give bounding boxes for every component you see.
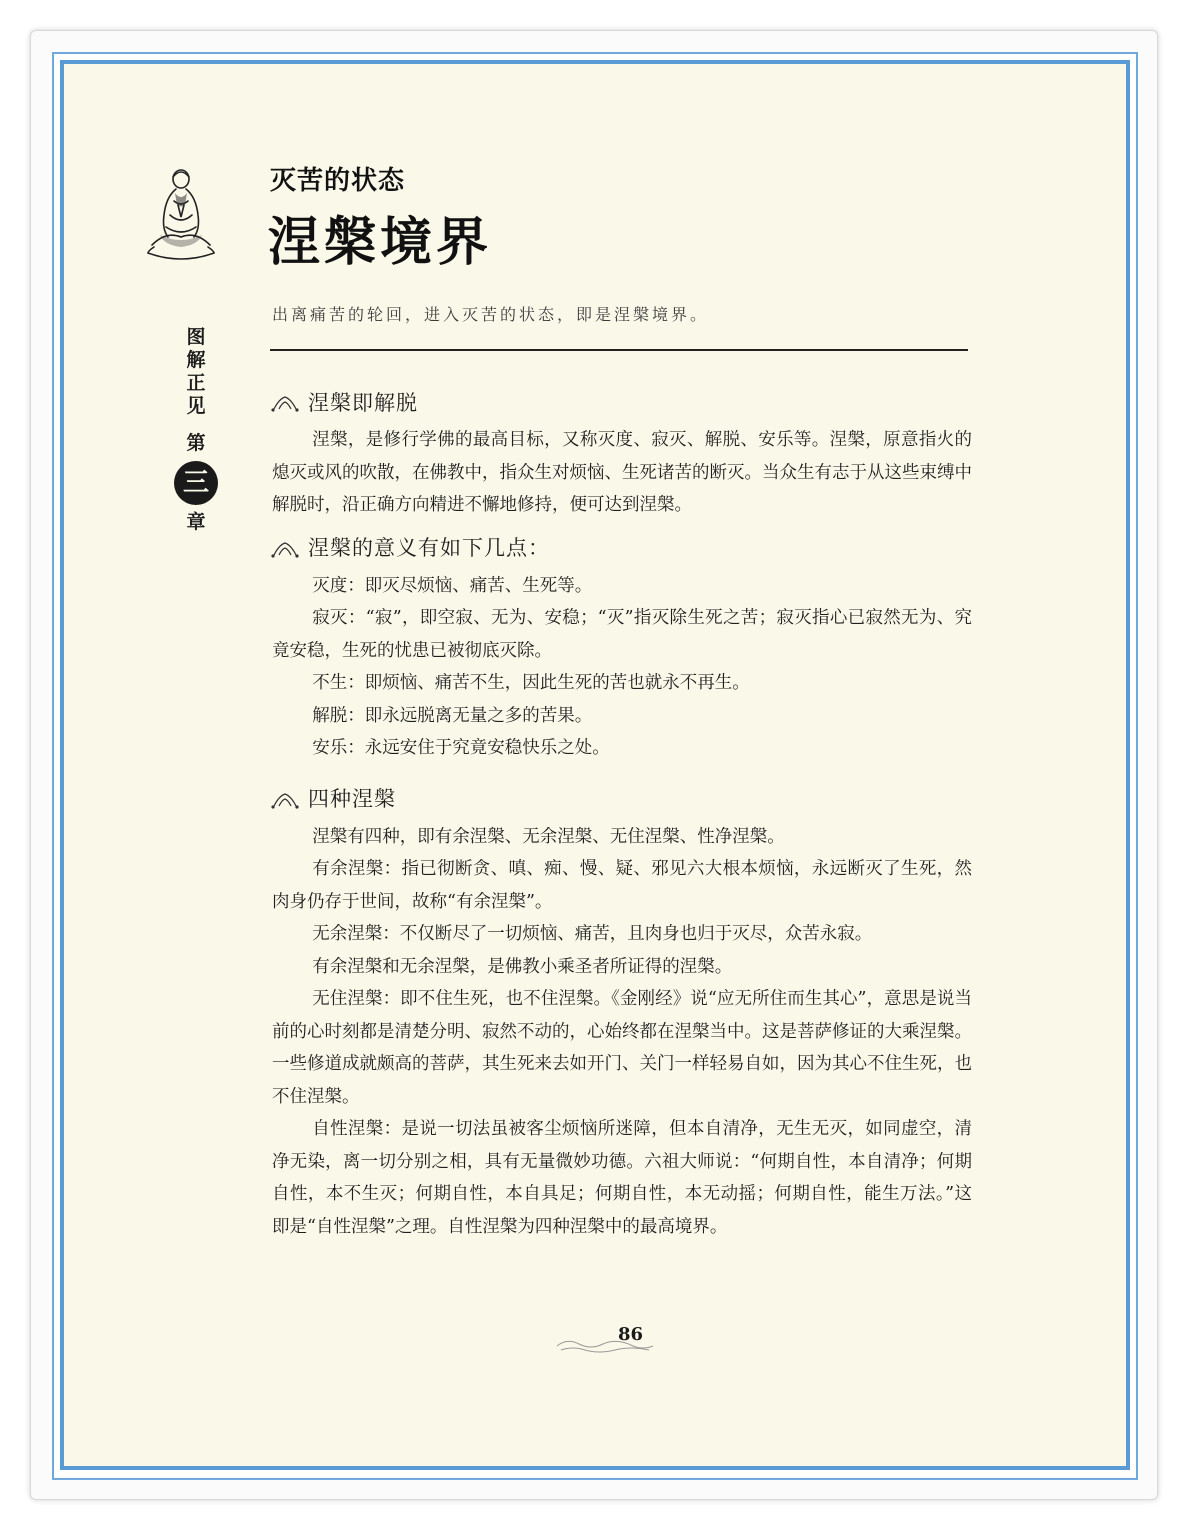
paragraph: 无住涅槃：即不住生死，也不住涅槃。《金刚经》说“应无所住而生其心”，意思是说当前的心时刻都是清楚分明、寂然不动的，心始终都在涅槃当中。这是菩萨修证的大乘涅槃。一些修道成就颇高的菩萨，其生死来去如开门、关门一样轻易自如，因为其心不住生死，也不住涅槃。 [272,989,972,1107]
book-title-char: 见 [186,395,206,417]
paragraph: 解脱：即永远脱离无量之多的苦果。 [312,705,593,726]
section-heading-text: 涅槃即解脱 [308,390,418,415]
section-heading [270,783,972,817]
chapter-suffix: 章 [186,511,206,533]
paragraph: 安乐：永远安住于究竟安稳快乐之处。 [312,738,610,758]
title-divider [270,349,968,351]
paragraph: 寂灭：“寂”，即空寂、无为、安稳；“灭”指灭除生死之苦；寂灭指心已寂然无为、究竟安稳，生死的忧患已被彻底灭除。 [272,608,972,661]
chapter-number-badge: 三 [174,461,218,505]
lotus-bullet-icon [270,393,300,413]
paragraph: 无余涅槃：不仅断尽了一切烦恼、痛苦，且肉身也归于灭尽，众苦永寂。 [312,924,873,944]
page-number: 86 [618,1324,644,1345]
paragraph: 有余涅槃：指已彻断贪、嗔、痴、慢、疑、邪见六大根本烦恼，永远断灭了生死，然肉身仍存于世间，故称“有余涅槃”。 [272,859,972,912]
chapter-prefix: 第 [186,432,206,454]
paragraph: 灭度：即灭尽烦恼、痛苦、生死等。 [312,575,593,596]
book-title-char: 图 [186,326,206,348]
paragraph: 涅槃，是修行学佛的最高目标，又称灭度、寂灭、解脱、安乐等。涅槃，原意指火的熄灭或风的吹散，在佛教中，指众生对烦恼、生死诸苦的断灭。当众生有志于从这些束缚中解脱时，沿正确方向精进不懈地修持，便可达到涅槃。 [272,430,972,515]
section-heading [270,532,972,566]
chapter-side-tab [178,326,214,534]
paragraph: 不生：即烦恼、痛苦不生，因此生死的苦也就永不再生。 [312,673,750,693]
paragraph: 涅槃有四种，即有余涅槃、无余涅槃、无住涅槃、性净涅槃。 [312,826,785,847]
section-kicker: 灭苦的状态 [270,166,406,196]
book-title-char: 正 [186,372,206,394]
paragraph: 有余涅槃和无余涅槃，是佛教小乘圣者所证得的涅槃。 [312,956,733,977]
section-heading-text: 涅槃的意义有如下几点： [308,536,550,561]
page-title: 涅槃境界 [268,212,493,273]
seated-monk-illustration [140,165,222,263]
paragraph: 自性涅槃：是说一切法虽被客尘烦恼所迷障，但本自清净，无生无灭，如同虚空，清净无染，离一切分别之相，具有无量微妙功德。六祖大师说：“何期自性，本自清净；何期自性，本不生灭；何期自性，本自具足；何期自性，本无动摇；何期自性，能生万法。”这即是“自性涅槃”之理。自性涅槃为四种涅槃中的最高境界。 [272,1119,972,1237]
lotus-bullet-icon [270,790,300,810]
section-heading [270,386,972,420]
body-text [272,386,972,1243]
book-title-char: 解 [186,349,206,371]
section-heading-text: 四种涅槃 [308,787,396,812]
page-subtitle: 出离痛苦的轮回，进入灭苦的状态，即是涅槃境界。 [272,305,710,324]
lotus-bullet-icon [270,539,300,559]
